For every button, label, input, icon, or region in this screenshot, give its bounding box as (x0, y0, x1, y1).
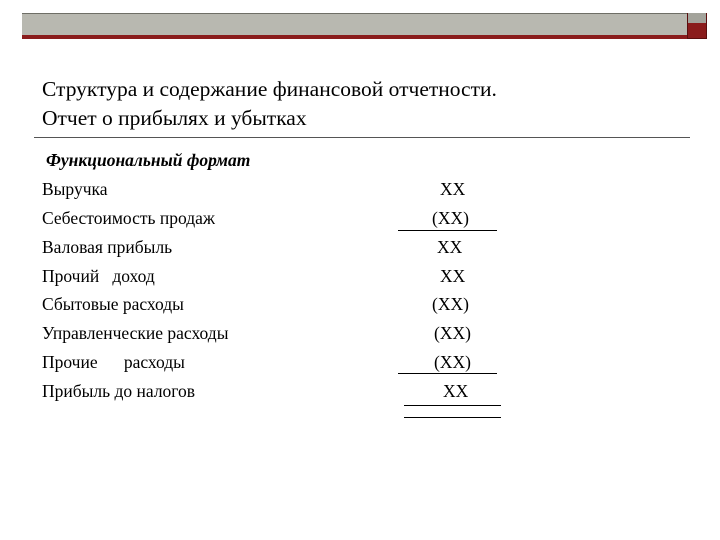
row-label-profit-before-tax: Прибыль до налогов (42, 381, 196, 401)
slide-title-line-2: Отчет о прибылях и убытках (42, 106, 307, 130)
slide-title (42, 75, 497, 133)
row-value-profit-before-tax: XX (443, 381, 469, 401)
row-label-selling-expenses: Сбытовые расходы (42, 294, 184, 314)
row-label-other-income: Прочий доход (42, 266, 155, 286)
total-double-underline-bottom (404, 417, 501, 418)
row-label-admin-expenses: Управленческие расходы (42, 323, 229, 343)
row-value-revenue: XX (440, 179, 466, 199)
row-label-cost-of-sales: Себестоимость продаж (42, 208, 215, 228)
row-value-other-expenses: (XX) (434, 352, 471, 372)
row-value-other-income: XX (440, 266, 466, 286)
corner-square-inner-decoration (688, 13, 706, 23)
title-divider (34, 137, 690, 138)
row-label-revenue: Выручка (42, 179, 108, 199)
total-double-underline-top (404, 405, 501, 406)
row-label-gross-profit: Валовая прибыль (42, 237, 173, 257)
format-subtitle: Функциональный формат (46, 150, 251, 170)
slide-title-line-1: Структура и содержание финансовой отчетности. (42, 77, 497, 101)
header-band (22, 13, 687, 36)
row-label-other-expenses: Прочие расходы (42, 352, 185, 372)
subtotal-underline-2 (398, 373, 497, 374)
row-value-admin-expenses: (XX) (434, 323, 471, 343)
row-value-cost-of-sales: (XX) (432, 208, 469, 228)
row-value-selling-expenses: (XX) (432, 294, 469, 314)
row-value-gross-profit: XX (437, 237, 463, 257)
header-accent-line (22, 35, 687, 39)
subtotal-underline-1 (398, 230, 497, 231)
